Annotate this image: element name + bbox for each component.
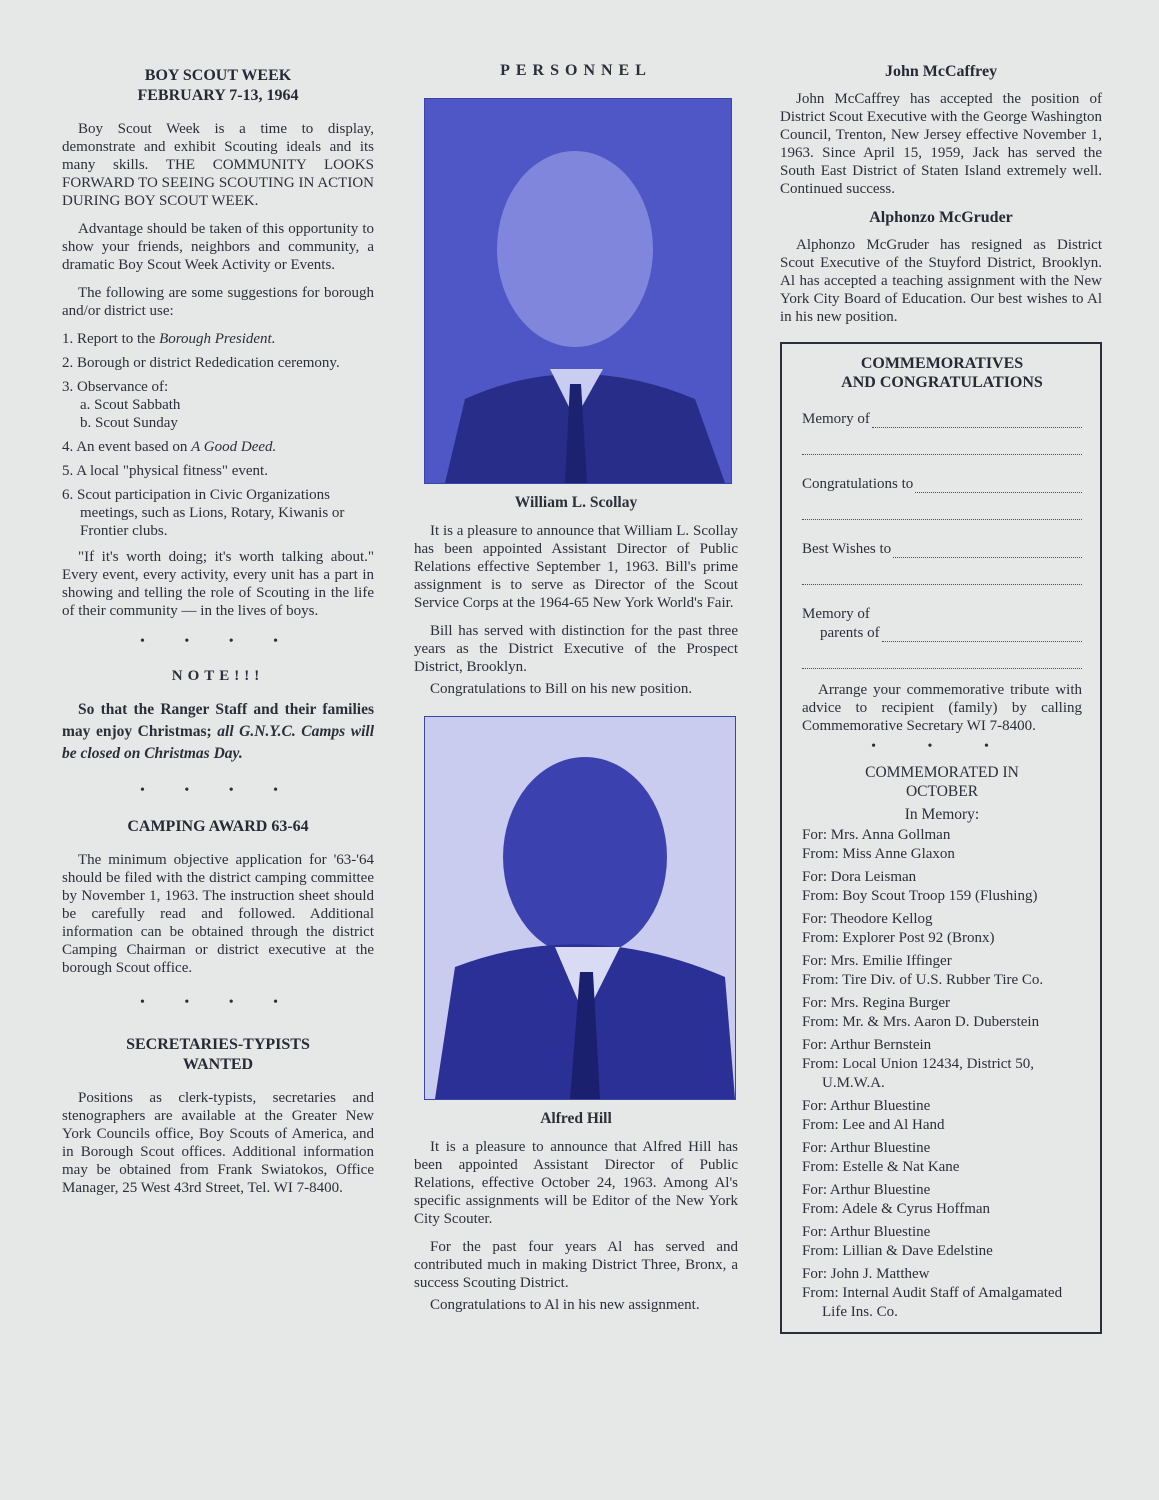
note-title: NOTE!!!: [171, 668, 265, 684]
portrait-photo-scollay: [424, 98, 732, 484]
mccaffrey-title: John McCaffrey: [884, 63, 998, 80]
list-item: For: Mrs. Anna Gollman From: Miss Anne Glaxon: [802, 827, 955, 862]
list-item: For: Arthur Bernstein From: Local Union 12434, District 50, U.M.W.A.: [802, 1037, 1035, 1091]
commemorated-heading: [802, 763, 1082, 801]
list-item: For: Dora Leisman From: Boy Scout Troop 159 (Flushing): [802, 869, 1038, 904]
list-item: For: John J. Matthew From: Internal Audit Staff of Amalgamated Life Ins. Co.: [802, 1266, 1063, 1320]
boy-scout-week-title: [62, 66, 374, 106]
memory-of-parents-label: Memory of: [802, 606, 870, 622]
list-item: 6. Scout participation in Civic Organizations meetings, such as Lions, Rotary, Kiwanis or Frontier clubs.: [62, 487, 345, 539]
section-divider-dots: • • • •: [139, 634, 297, 649]
mccaffrey-paragraph: John McCaffrey has accepted the position of District Scout Executive with the George Washington Council, Trenton, New Jersey effective November 1, 1963. Since April 15, 1959, Jack has served the South East District of Staten Island extremely well. Continued success.: [780, 91, 1102, 197]
blank-line[interactable]: [802, 654, 1082, 669]
commemorated-heading-line2: OCTOBER: [905, 783, 979, 800]
scollay-paragraph-1: It is a pleasure to announce that William L. Scollay has been appointed Assistant Director of Public Relations effective September 1, 1963. Bill's prime assignment is to serve as Director of the Scout Service Corps at the 1964-65 New York World's Fair.: [414, 523, 738, 611]
camping-award-title: CAMPING AWARD 63-64: [127, 818, 309, 835]
parents-of-label: parents of: [820, 625, 880, 641]
list-item: 5. A local "physical fitness" event.: [62, 463, 268, 479]
parents-of-field[interactable]: [802, 624, 1082, 642]
list-item: b. Scout Sunday: [80, 415, 178, 431]
in-memory-label: In Memory:: [904, 806, 980, 823]
memory-of-field[interactable]: [802, 410, 1082, 428]
portrait-silhouette-icon: [425, 717, 735, 1099]
right-column: [780, 0, 1102, 1334]
list-item: For: Arthur Bluestine From: Lillian & Dave Edelstine: [802, 1224, 993, 1259]
commemoratives-title-line1: COMMEMORATIVES: [860, 355, 1024, 372]
mcgruder-title: Alphonzo McGruder: [869, 209, 1013, 226]
list-item: 2. Borough or district Rededication ceremony.: [62, 355, 340, 371]
blank-line[interactable]: [802, 505, 1082, 520]
boy-scout-week-paragraph-4: "If it's worth doing; it's worth talking about." Every event, every activity, every unit has a part in showing and telling the role of Scouting in the life of their community — in the lives of boys.: [62, 549, 374, 619]
list-item: For: Arthur Bluestine From: Estelle & Nat Kane: [802, 1140, 960, 1175]
suggestions-list: [62, 330, 374, 540]
section-divider-dots: • • •: [871, 739, 1013, 754]
mcgruder-paragraph: Alphonzo McGruder has resigned as District Scout Executive of the Stuyford District, Brooklyn. Al has accepted a teaching assignment with the New York City Board of Education. Our best wishes to Al in his new position.: [780, 237, 1102, 325]
note-body: [62, 699, 374, 765]
boy-scout-week-paragraph-3: The following are some suggestions for borough and/or district use:: [62, 285, 374, 319]
secretaries-paragraph: Positions as clerk-typists, secretaries and stenographers are available at the Greater New York Councils office, Boy Scouts of America, and in Borough Scout offices. Additional information may be obtained from Frank Swiatokos, Office Manager, 25 West 43rd Street, Tel. WI 7-8400.: [62, 1090, 374, 1196]
commemorated-list: [802, 826, 1082, 1322]
hill-paragraph-2: For the past four years Al has served and contributed much in making District Three, Bronx, a success Scouting District.: [414, 1239, 738, 1291]
commemoratives-box: [780, 342, 1102, 1334]
note-bold-text: So that the Ranger Staff and their families may enjoy Christmas;: [62, 701, 374, 740]
best-wishes-to-field[interactable]: [802, 540, 1082, 558]
list-item: 4. An event based on A Good Deed.: [62, 439, 277, 455]
scollay-caption: William L. Scollay: [514, 494, 638, 511]
middle-column: [414, 0, 738, 1324]
note-italic-text: all G.N.Y.C. Camps will be closed on Christmas Day.: [62, 723, 374, 762]
blank-line[interactable]: [802, 570, 1082, 585]
portrait-silhouette-icon: [425, 99, 731, 483]
hill-paragraph-3: Congratulations to Al in his new assignment.: [430, 1297, 700, 1313]
list-item: For: Mrs. Regina Burger From: Mr. & Mrs. Aaron D. Duberstein: [802, 995, 1040, 1030]
boy-scout-week-title-line2: FEBRUARY 7-13, 1964: [137, 87, 299, 104]
portrait-photo-hill: [424, 716, 736, 1100]
memory-of-label: Memory of: [802, 411, 870, 427]
blank-line[interactable]: [802, 440, 1082, 455]
scollay-paragraph-3: Congratulations to Bill on his new position.: [430, 681, 693, 697]
commemoratives-title-line2: AND CONGRATULATIONS: [841, 374, 1043, 391]
congratulations-to-label: Congratulations to: [802, 476, 914, 492]
commemoratives-title: [802, 354, 1082, 392]
list-item: 3. Observance of:: [62, 379, 169, 395]
best-wishes-to-label: Best Wishes to: [802, 541, 892, 557]
list-item: 1. Report to the Borough President.: [62, 331, 276, 347]
personnel-title: PERSONNEL: [500, 62, 652, 79]
secretaries-title: [62, 1035, 374, 1075]
secretaries-title-line1: SECRETARIES-TYPISTS: [126, 1036, 310, 1053]
arrange-paragraph: Arrange your commemorative tribute with advice to recipient (family) by calling Commemorative Secretary WI 7-8400.: [802, 682, 1082, 734]
congratulations-to-field[interactable]: [802, 475, 1082, 493]
camping-award-paragraph: The minimum objective application for '63-'64 should be filed with the district camping committee by November 1, 1963. The instruction sheet should be carefully read and followed. Additional information can be obtained through the district Camping Chairman or district executive at the borough Scout office.: [62, 852, 374, 976]
commemorated-heading-line1: COMMEMORATED IN: [865, 764, 1019, 781]
list-item: For: Theodore Kellog From: Explorer Post 92 (Bronx): [802, 911, 995, 946]
boy-scout-week-paragraph-1: Boy Scout Week is a time to display, demonstrate and exhibit Scouting ideals and its many skills. THE COMMUNITY LOOKS FORWARD TO SEEING SCOUTING IN ACTION DURING BOY SCOUT WEEK.: [62, 121, 374, 209]
hill-paragraph-1: It is a pleasure to announce that Alfred Hill has been appointed Assistant Director of Public Relations, effective October 24, 1963. Among Al's specific assignments will be Editor of the New York City Scouter.: [414, 1139, 738, 1227]
boy-scout-week-title-line1: BOY SCOUT WEEK: [144, 67, 292, 84]
scollay-paragraph-2: Bill has served with distinction for the past three years as the District Executive of the Prospect District, Brooklyn.: [414, 623, 738, 675]
list-item: For: Mrs. Emilie Iffinger From: Tire Div. of U.S. Rubber Tire Co.: [802, 953, 1044, 988]
left-column: [62, 0, 374, 1207]
list-item: a. Scout Sabbath: [80, 397, 181, 413]
hill-caption: Alfred Hill: [540, 1110, 612, 1127]
list-item: For: Arthur Bluestine From: Adele & Cyrus Hoffman: [802, 1182, 991, 1217]
secretaries-title-line2: WANTED: [182, 1056, 254, 1073]
section-divider-dots: • • • •: [139, 995, 297, 1010]
boy-scout-week-paragraph-2: Advantage should be taken of this opportunity to show your friends, neighbors and community, a dramatic Boy Scout Week Activity or Events.: [62, 221, 374, 273]
section-divider-dots: • • • •: [139, 783, 297, 798]
list-item: For: Arthur Bluestine From: Lee and Al Hand: [802, 1098, 945, 1133]
